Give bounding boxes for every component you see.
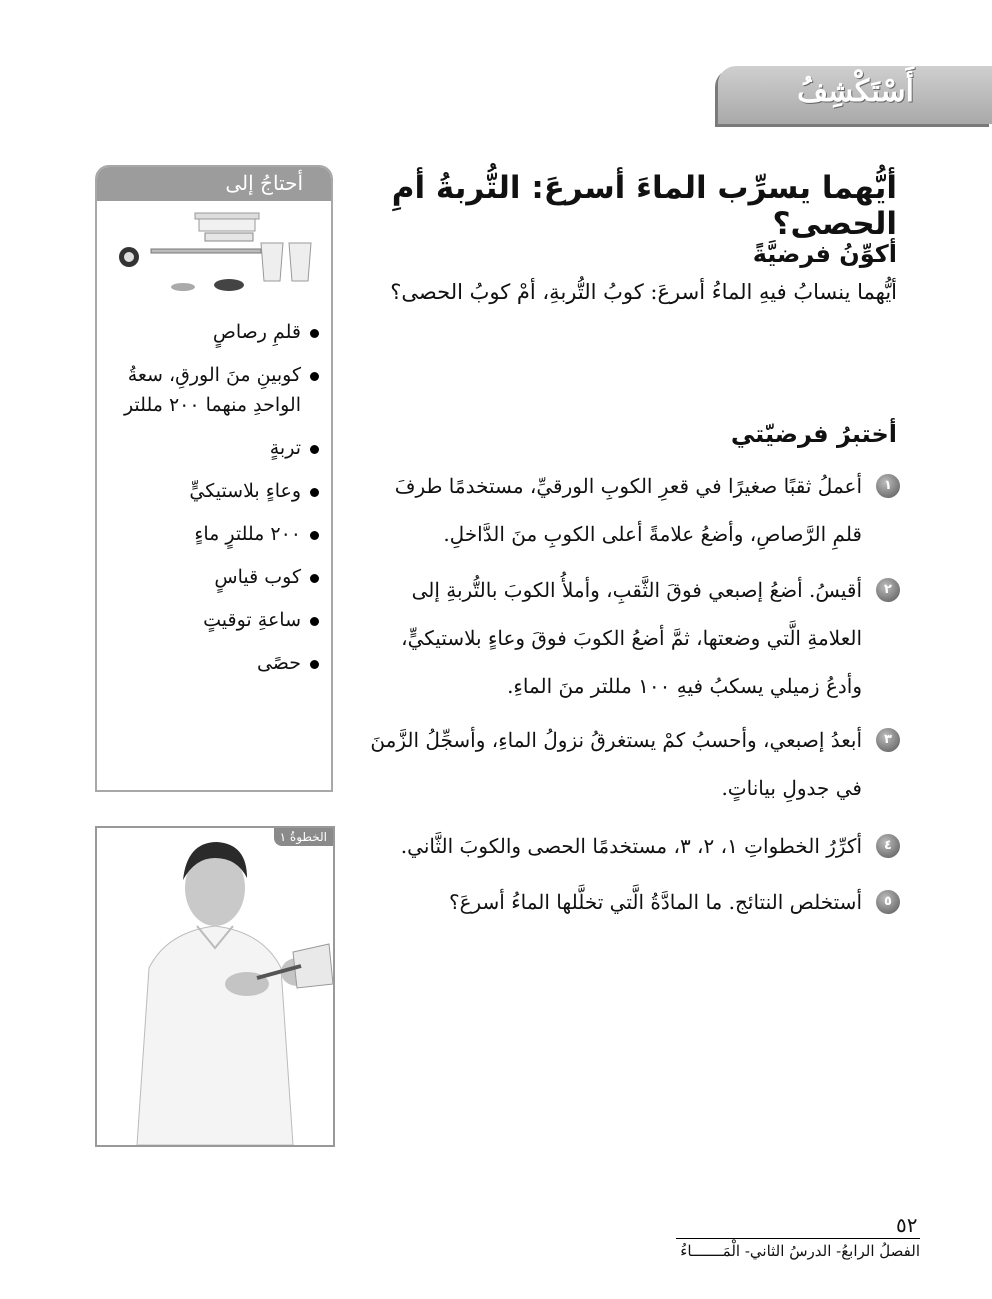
- list-item: كوبينِ منَ الورقِ، سعةُ الواحدِ منهما ٢٠٠ مللتر: [109, 360, 319, 420]
- boy-photo: [97, 828, 333, 1145]
- list-item: ٢٠٠ مللترٍ ماءٍ: [109, 519, 319, 549]
- step-2: [360, 566, 900, 710]
- plastic-container-icon: [195, 213, 259, 231]
- pebbles-icon: [171, 283, 195, 291]
- step-4: [360, 822, 900, 870]
- pencil-icon: [151, 249, 261, 253]
- soil-icon: [214, 279, 244, 291]
- step-text: أستخلص النتائج. ما المادَّةُ الَّتي تخلَّلها الماءُ أسرعَ؟: [448, 890, 862, 914]
- test-heading: أختبرُ فرضيّتي: [730, 420, 897, 448]
- materials-illustration: [111, 211, 321, 303]
- step-5: [360, 878, 900, 926]
- materials-box: [95, 165, 333, 792]
- step-text: أقيسُ. أضعُ إصبعي فوقَ الثَّقبِ، وأملأُ الكوبَ بالتُّربةِ إلى العلامةِ الَّتي وضعتها، ثمَّ أضعُ الكوبَ فوقَ وعاءٍ بلاستيكيٍّ، وأدعُ زميلي يسكبُ فيهِ ١٠٠ مللتر منَ الماءِ.: [401, 578, 862, 698]
- step-3: [360, 716, 900, 812]
- step-text: أعملُ ثقبًا صغيرًا في قعرِ الكوبِ الورقيِّ، مستخدمًا طرفَ قلمِ الرَّصاصِ، وأضعُ علامةً أعلى الكوبِ منَ الدَّاخلِ.: [394, 474, 862, 546]
- hypothesis-text: أيُّهما ينسابُ فيهِ الماءُ أسرعَ: كوبُ التُّربةِ، أمْ كوبُ الحصى؟: [390, 280, 897, 304]
- explore-tab-label: أَسْتَكْشِفُ: [797, 74, 914, 109]
- step-number: ٢: [876, 578, 900, 602]
- step-number: ١: [876, 474, 900, 498]
- measuring-cup-icon: [205, 233, 253, 241]
- explore-tab: [718, 66, 992, 124]
- step-number: ٣: [876, 728, 900, 752]
- list-item: حصًى: [109, 648, 319, 678]
- step-text: أبعدُ إصبعي، وأحسبُ كمْ يستغرقُ نزولُ الماءِ، وأسجِّلُ الزَّمنَ في جدولِ بياناتٍ.: [370, 728, 862, 800]
- hypothesis-heading: أكوِّنُ فرضيَّةً: [752, 240, 897, 268]
- list-item: قلمِ رصاصٍ: [109, 317, 319, 347]
- list-item: كوب قياسٍ: [109, 562, 319, 592]
- photo-step-tag: الخطوةُ ١: [274, 828, 333, 846]
- list-item: وعاءٍ بلاستيكيٍّ: [109, 476, 319, 506]
- step-number: ٥: [876, 890, 900, 914]
- footer-chapter: الفصلُ الرابعُ- الدرسُ الثاني- الْمَـــــــاءُ: [680, 1242, 920, 1260]
- step-photo: [95, 826, 335, 1147]
- step-number: ٤: [876, 834, 900, 858]
- materials-heading: أحتاجُ إلى: [225, 171, 303, 195]
- page-number: ٥٢: [896, 1213, 918, 1237]
- page-title: أيُّهما يسرِّب الماءَ أسرعَ: التُّربةُ أمِ الحصى؟: [391, 170, 897, 242]
- step-1: [360, 462, 900, 558]
- paper-cup-icon: [261, 243, 311, 281]
- materials-list: [109, 317, 319, 691]
- stopwatch-icon: [119, 247, 139, 267]
- footer-divider: [676, 1238, 920, 1239]
- materials-header: [97, 167, 331, 201]
- step-text: أكرِّرُ الخطواتِ ١، ٢، ٣، مستخدمًا الحصى والكوبَ الثَّاني.: [400, 834, 862, 858]
- list-item: تربةٍ: [109, 433, 319, 463]
- list-item: ساعةِ توقيتٍ: [109, 605, 319, 635]
